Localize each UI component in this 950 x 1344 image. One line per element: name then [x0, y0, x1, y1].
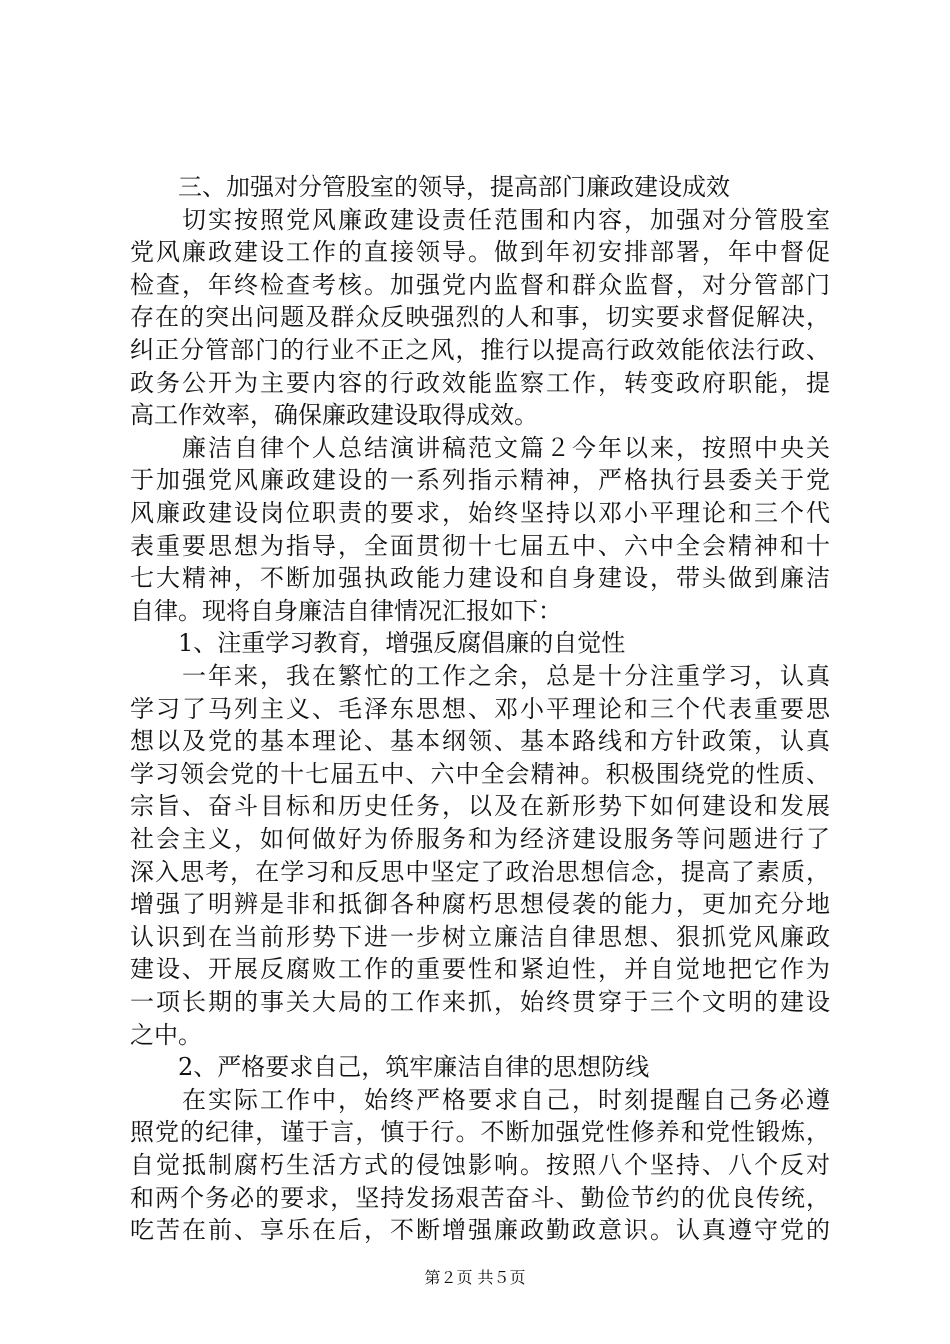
text-line: 学习了马列主义、毛泽东思想、邓小平理论和三个代表重要思 — [130, 694, 830, 723]
text-line: 宗旨、奋斗目标和历史任务，以及在新形势下如何建设和发展 — [130, 792, 830, 821]
text-line: 在实际工作中，始终严格要求自己，时刻提醒自己务必遵 — [130, 1085, 830, 1114]
text-line: 想以及党的基本理论、基本纲领、基本路线和方针政策，认真 — [130, 727, 830, 756]
page-number: 第２页 — [424, 1268, 473, 1287]
text-line: 三、加强对分管股室的领导，提高部门廉政建设成效 — [130, 173, 730, 201]
text-line: 深入思考，在学习和反思中坚定了政治思想信念，提高了素质， — [130, 857, 830, 886]
text-line: 吃苦在前、享乐在后，不断增强廉政勤政意识。认真遵守党的 — [130, 1216, 830, 1245]
text-line: 认识到在当前形势下进一步树立廉洁自律思想、狠抓党风廉政 — [130, 922, 830, 951]
page-footer — [0, 1268, 950, 1288]
text-line: 政务公开为主要内容的行政效能监察工作，转变政府职能，提 — [130, 368, 830, 397]
text-line: 自觉抵制腐朽生活方式的侵蚀影响。按照八个坚持、八个反对 — [130, 1151, 830, 1179]
text-line: 存在的突出问题及群众反映强烈的人和事，切实要求督促解决， — [130, 303, 830, 332]
text-line: 表重要思想为指导，全面贯彻十七届五中、六中全会精神和十 — [130, 531, 830, 560]
text-line: 党风廉政建设工作的直接领导。做到年初安排部署，年中督促 — [130, 238, 830, 267]
text-line: 纠正分管部门的行业不正之风，推行以提高行政效能依法行政、 — [130, 336, 830, 364]
text-line: 七大精神，不断加强执政能力建设和自身建设，带头做到廉洁 — [130, 564, 830, 593]
text-line: 1、注重学习教育，增强反腐倡廉的自觉性 — [130, 629, 626, 658]
text-line: 社会主义，如何做好为侨服务和为经济建设服务等问题进行了 — [130, 825, 830, 853]
text-line: 学习领会党的十七届五中、六中全会精神。积极围绕党的性质、 — [130, 759, 830, 788]
text-line: 之中。 — [130, 1020, 202, 1049]
text-line: 切实按照党风廉政建设责任范围和内容，加强对分管股室 — [130, 205, 830, 234]
text-line: 高工作效率，确保廉政建设取得成效。 — [130, 401, 538, 430]
text-line: 检查，年终检查考核。加强党内监督和群众监督，对分管部门 — [130, 270, 830, 299]
text-line: 于加强党风廉政建设的一系列指示精神，严格执行县委关于党 — [130, 466, 830, 495]
text-line: 自律。现将自身廉洁自律情况汇报如下： — [130, 596, 562, 625]
text-line: 2、严格要求自己，筑牢廉洁自律的思想防线 — [130, 1053, 650, 1082]
text-line: 增强了明辨是非和抵御各种腐朽思想侵袭的能力，更加充分地 — [130, 890, 830, 919]
text-line: 照党的纪律，谨于言，慎于行。不断加强党性修养和党性锻炼， — [130, 1118, 830, 1147]
text-line: 和两个务必的要求，坚持发扬艰苦奋斗、勤俭节约的优良传统， — [130, 1183, 830, 1212]
text-line: 廉洁自律个人总结演讲稿范文篇２今年以来，按照中央关 — [130, 433, 830, 462]
text-line: 一年来，我在繁忙的工作之余，总是十分注重学习，认真 — [130, 662, 830, 690]
page-total: 共５页 — [477, 1268, 526, 1287]
text-line: 风廉政建设岗位职责的要求，始终坚持以邓小平理论和三个代 — [130, 499, 830, 527]
text-line: 建设、开展反腐败工作的重要性和紧迫性，并自觉地把它作为 — [130, 955, 830, 984]
text-line: 一项长期的事关大局的工作来抓，始终贯穿于三个文明的建设 — [130, 988, 830, 1016]
